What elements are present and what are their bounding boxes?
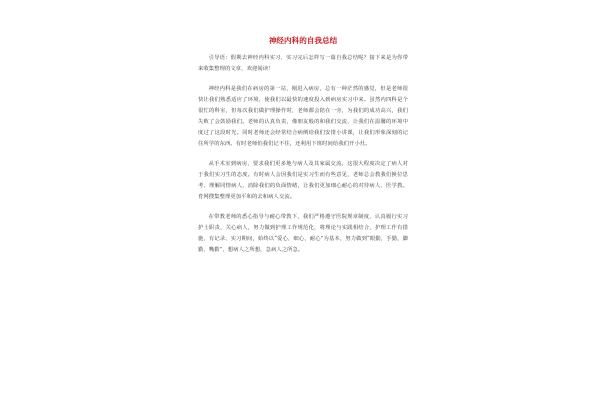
intro-paragraph: 引导语：假期去神经内科实习，实习完后怎样写一篇自我总结呢？接下来是为你带来收集整理的文章，欢迎阅读！	[198, 55, 408, 72]
body-paragraph: 从手术室到病房，要求我们更多地与病人及其家属交流，这很大程度决定了病人对于我们实习生的态度。有时病人会因我们是实习生而有些意见，老师总会教我们换位思考，理解同情病人，消除我们的负面情绪，让我们更加细心耐心的对待病人、医学教。育网搜集整理更加平和的去和病人交流。	[198, 161, 408, 200]
body-paragraph: 神经内科是我们在病房的第一站，刚进入病房，总有一种茫然的感觉，但是老师很快让我们熟悉适应了环境，使我们以最快的速度投入到病房实习中来。虽然内四科是个很忙的科室，但每次我们做护理操作时，老师都会陪在一旁，为我们的成功高兴，我们失败了会鼓励我们。老师的认真负责，像朋友般的和我们交流，让我们在温馨的环境中度过了这段时光。同时老师还会经常结合病例给我们安排小讲课，让我们形象深刻的记住所学的东西。有时老师怕我们记不住，还利用下班时间给我们开小灶。	[198, 86, 408, 147]
body-paragraph: 在带教老师的悉心指导与耐心带教下，我们严格遵守医院规章制度，认真履行实习护士职责，关心病人，努力做到护理工作规范化，将理论与实践相结合，护理工作有措施，有记录、实习期间，始终以“爱心，细心，耐心”为基本，努力做到“眼勤，手勤，脚勤，嘴勤”，想病人之所想，急病人之所急。	[198, 214, 408, 253]
document-title: 神经内科的自我总结	[268, 36, 338, 45]
document-body	[198, 36, 408, 256]
